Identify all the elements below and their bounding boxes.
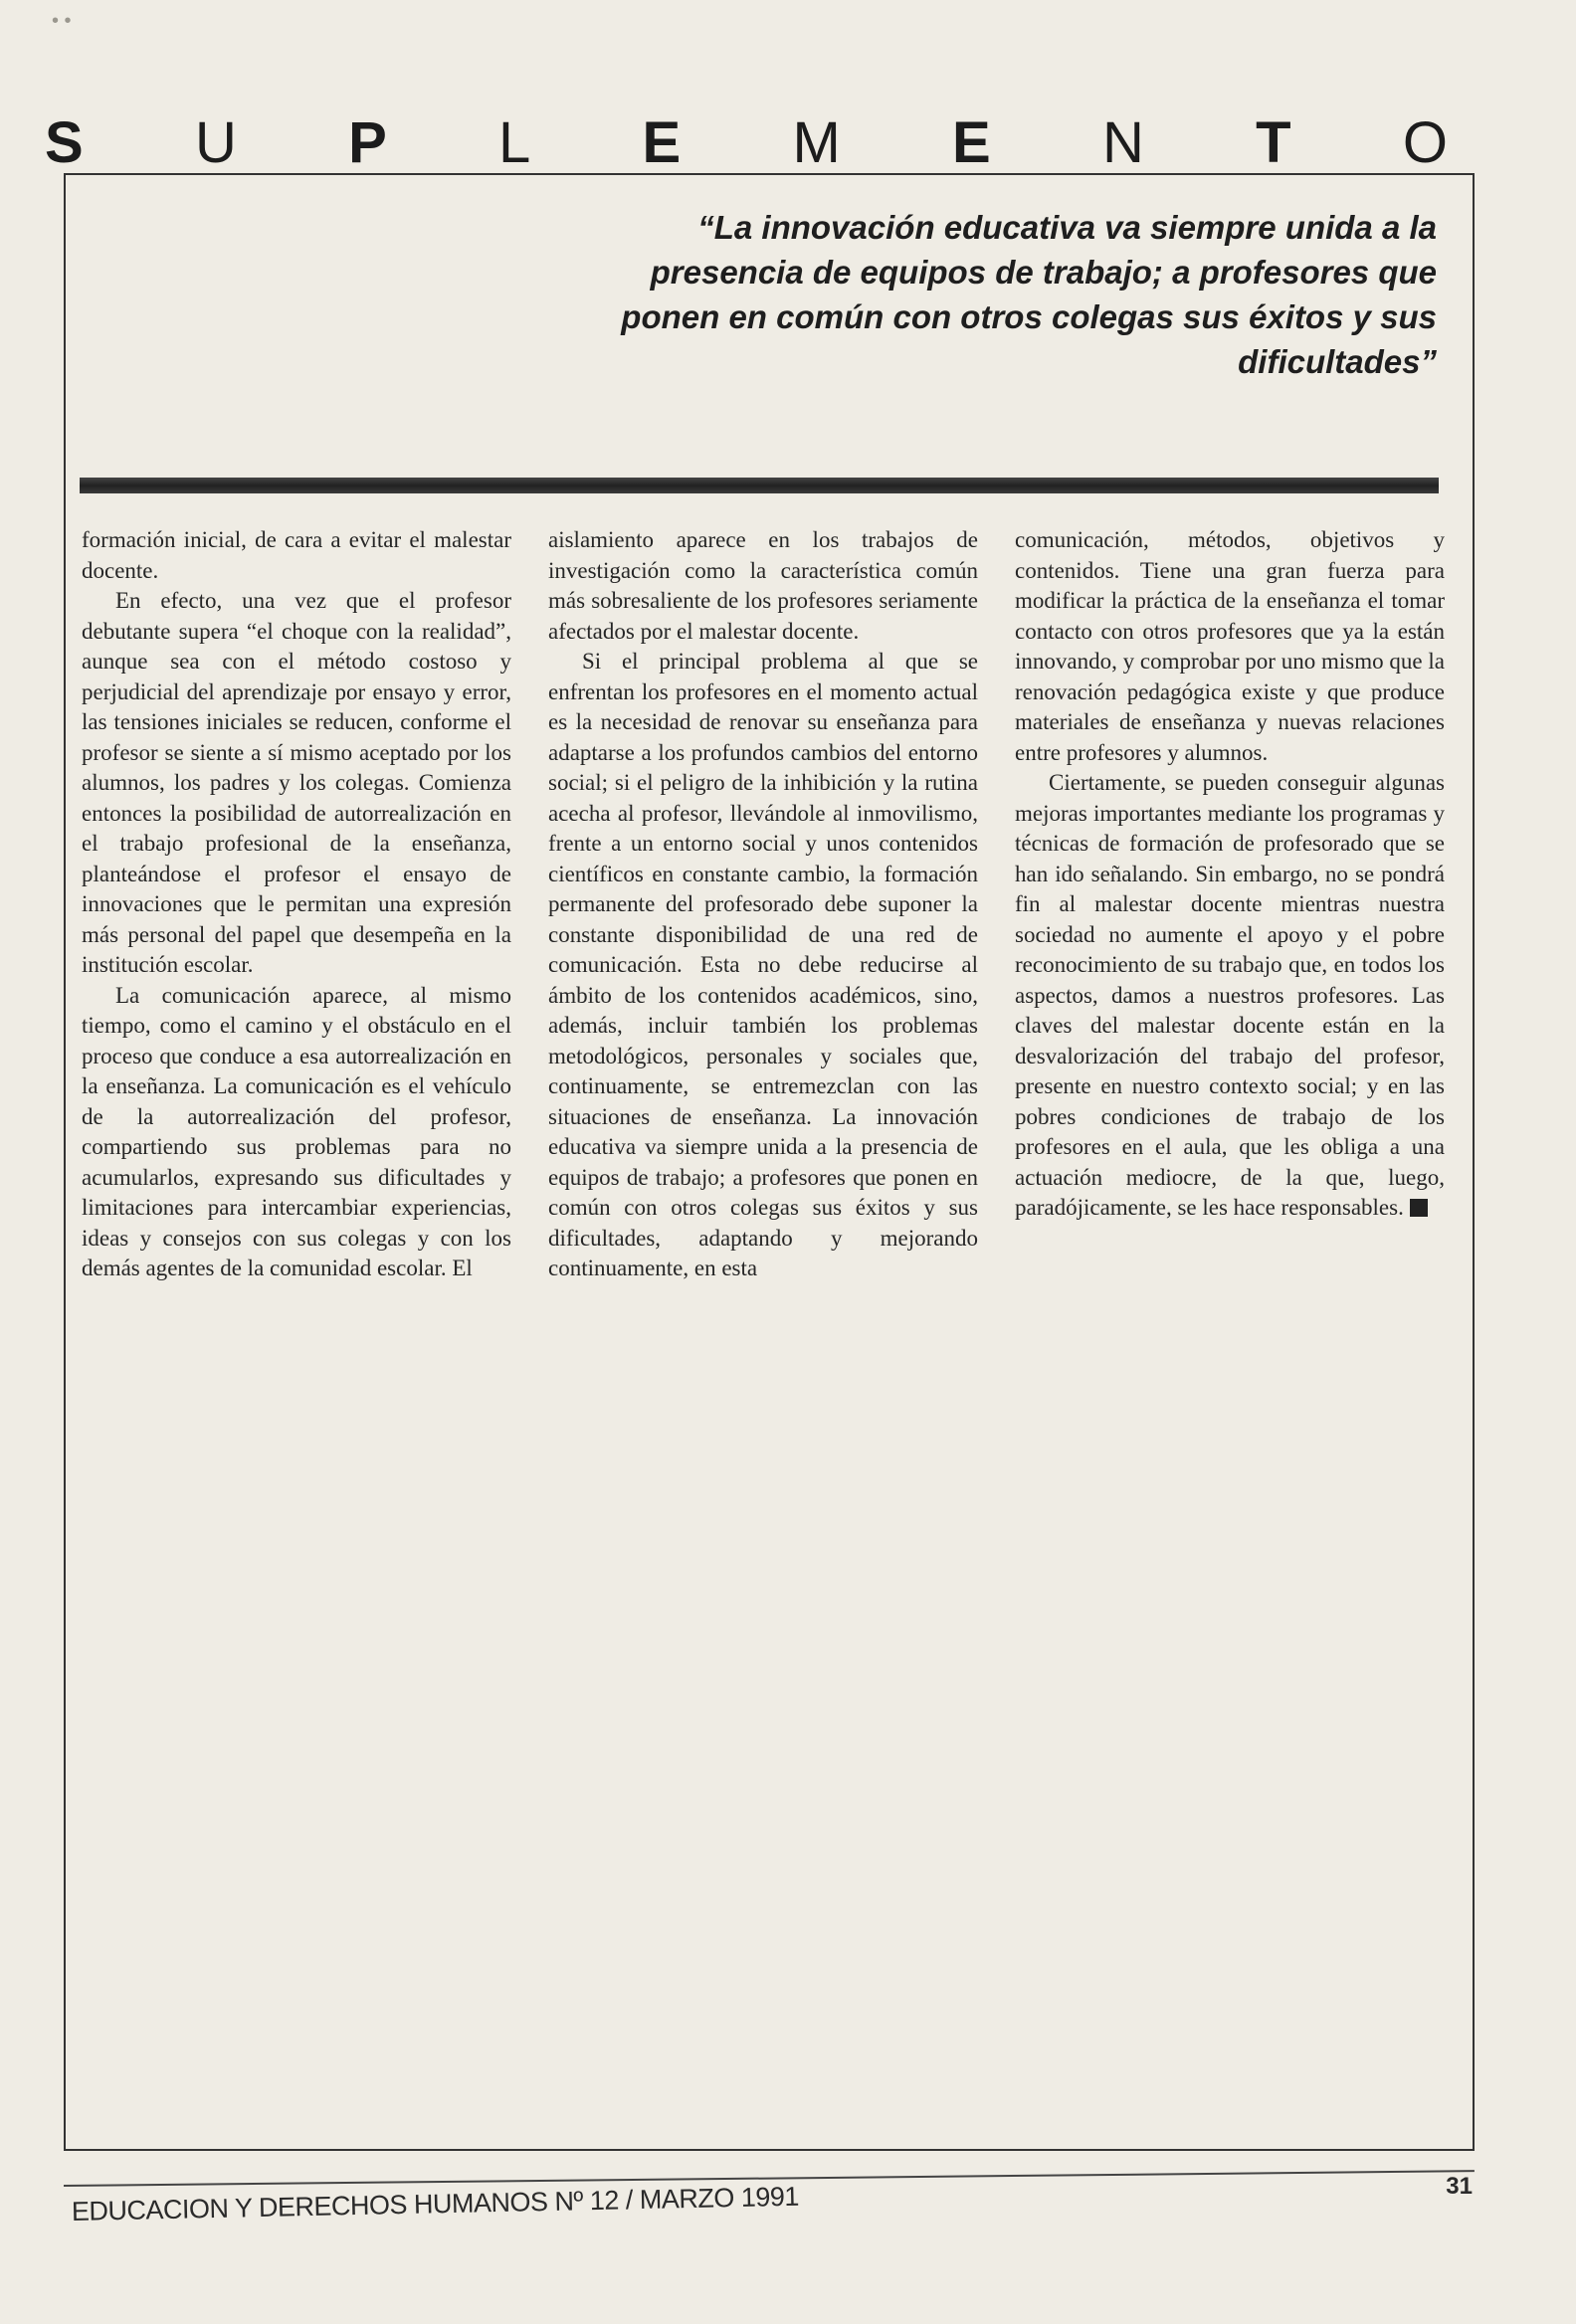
page-number: 31 [1446, 2173, 1473, 2200]
column-2 [548, 525, 978, 1480]
paragraph [1015, 768, 1445, 1224]
article-body [82, 525, 1445, 1480]
paragraph: Si el principal problema al que se enfrentan los profesores en el momento actual es la necesidad de renovar su enseñanza para adaptarse a los profundos cambios del entorno social; si el peligro de la inhibición y la rutina acecha al profesor, llevándole al inmovilismo, frente a un entorno social y unos contenidos científicos en constante cambio, la formación permanente del profesorado debe suponer la constante disponibilidad de una red de comunicación. Esta no debe reducirse al ámbito de los contenidos académicos, sino, además, incluir también los problemas metodológicos, personales y sociales que, continuamente, se entremezclan con las situaciones de enseñanza. La innovación educativa va siempre unida a la presencia de equipos de trabajo; a profesores que ponen en común con otros colegas sus éxitos y sus dificultades, adaptando y mejorando continuamente, en esta [548, 649, 978, 1280]
publication-title: EDUCACION Y DERECHOS HUMANOS Nº 12 / MARZO 1991 [71, 2181, 800, 2227]
paragraph: En efecto, una vez que el profesor debutante supera “el choque con la realidad”, aunque sea con el método costoso y perjudicial del aprendizaje por ensayo y error, las tensiones iniciales se reducen, conforme el profesor se siente a sí mismo aceptado por los alumnos, los padres y los colegas. Comienza entonces la posibilidad de autorrealización en el trabajo profesional de la enseñanza, planteándose el profesor el ensayo de innovaciones que le permitan una expresión más personal del papel que desempeña en la institución escolar. [82, 588, 511, 977]
pull-quote: “La innovación educativa va siempre unida a la presencia de equipos de trabajo; a profesores que ponen en común con otros colegas sus éxitos y sus dificultades” [621, 209, 1437, 380]
end-of-article-icon [1410, 1199, 1428, 1217]
separator-rule [80, 478, 1439, 493]
masthead-letter: S [45, 109, 84, 175]
masthead-letter: E [642, 109, 682, 175]
masthead-letter: N [1101, 109, 1144, 175]
column-1 [82, 525, 511, 1480]
masthead-letter: M [792, 109, 841, 175]
paragraph-text: Ciertamente, se pueden conseguir algunas mejoras importantes mediante los programas y técnicas de formación de profesorado que se han ido señalando. Sin embargo, no se pondrá fin al malestar docente mientras nuestra sociedad no aumente el apoyo y el pobre reconocimiento de su trabajo que, en todos los aspectos, damos a nuestros profesores. Las claves del malestar docente están en la desvalorización del trabajo del profesor, presente en nuestro contexto social; y en las pobres condiciones de trabajo de los profesores en el aula, que les obliga a una actuación mediocre, de la que, luego, paradójicamente, se les hace responsables. [1015, 770, 1445, 1220]
paragraph: formación inicial, de cara a evitar el malestar docente. [82, 527, 511, 583]
masthead-letter: T [1256, 109, 1291, 175]
masthead-letter: U [194, 109, 237, 175]
masthead-letter: P [348, 109, 387, 175]
paragraph: aislamiento aparece en los trabajos de investigación como la característica común más sobresaliente de los profesores seriamente afectados por el malestar docente. [548, 527, 978, 644]
masthead-letter: O [1402, 109, 1448, 175]
masthead-letter: E [952, 109, 991, 175]
masthead [45, 107, 1448, 177]
paragraph: comunicación, métodos, objetivos y contenidos. Tiene una gran fuerza para modificar la práctica de la enseñanza el tomar contacto con otros profesores que ya la están innovando, y comprobar por uno mismo que la renovación pedagógica existe y que produce materiales de enseñanza y nuevas relaciones entre profesores y alumnos. [1015, 527, 1445, 765]
column-3 [1015, 525, 1445, 1480]
paragraph: La comunicación aparece, al mismo tiempo, como el camino y el obstáculo en el proceso que conduce a esa autorrealización en la enseñanza. La comunicación es el vehículo de la autorrealización del profesor, compartiendo sus problemas para no acumularlos, expresando sus dificultades y limitaciones para intercambiar experiencias, ideas y consejos con sus colegas y con los demás agentes de la comunidad escolar. El [82, 982, 511, 1280]
corner-mark: • • [52, 10, 72, 32]
masthead-letter: L [498, 109, 531, 175]
